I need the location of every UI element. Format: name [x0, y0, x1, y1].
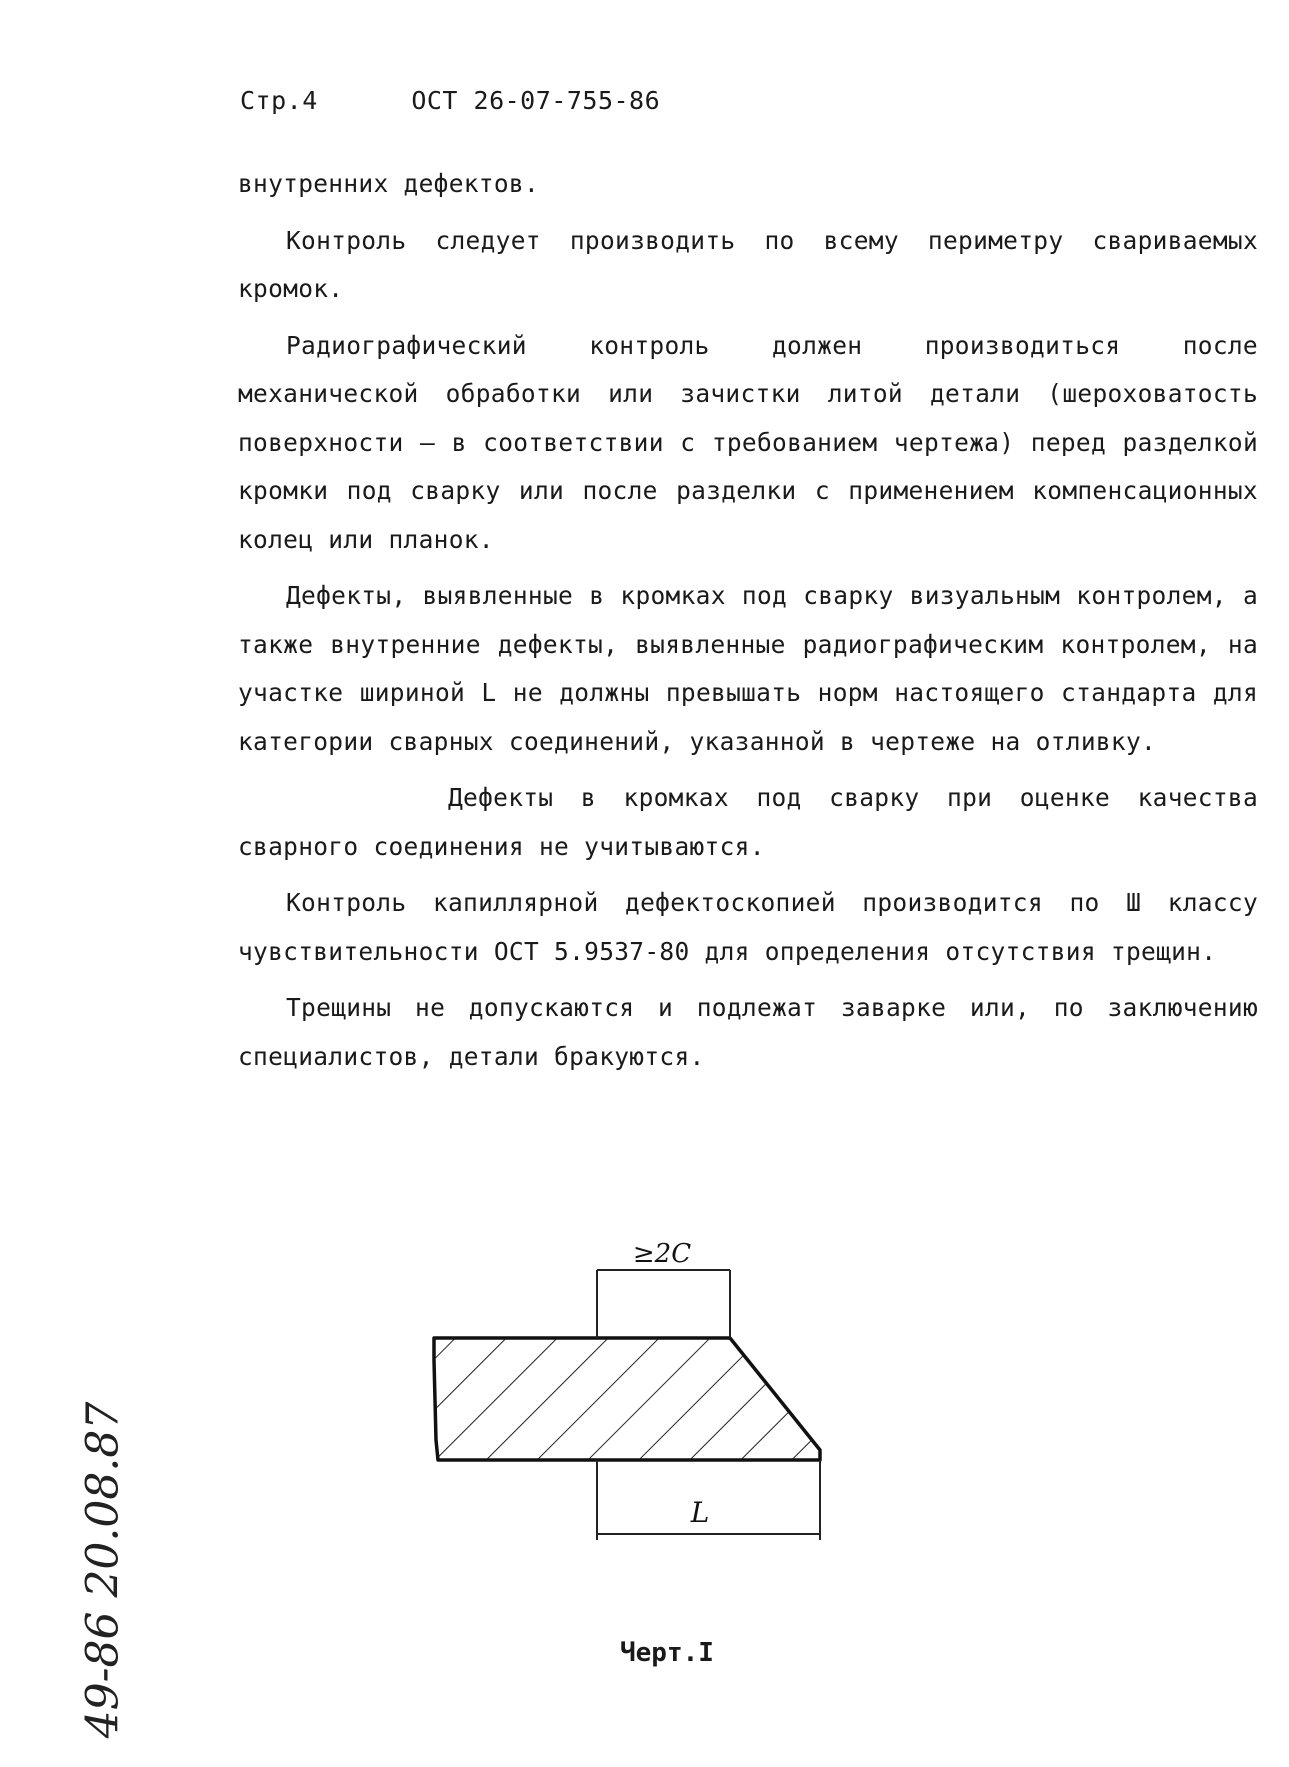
weld-edge-diagram [400, 1240, 920, 1560]
paragraph-2: Контроль следует производить по всему периметру свариваемых кромок. [238, 225, 1258, 303]
standard-number: ОСТ 26-07-755-86 [411, 86, 661, 115]
paragraph-1: внутренних дефектов. [238, 169, 540, 198]
handwritten-stamp-text: 49-86 20.08.87 [77, 1401, 129, 1739]
paragraph-3: Радиографический контроль должен производиться после механической обработки или зачистки литой детали (шероховатость поверхности – в соответствии с требованием чертежа) перед разделкой кромки под сварку или после разделки с применением компенсационных колец или планок. [238, 330, 1258, 554]
paragraph-5: Дефекты в кромках под сварку при оценке качества сварного соединения не учитываются. [238, 783, 1258, 861]
top-dim-label: ≥2C [632, 1240, 692, 1269]
bottom-dim-label: L [690, 1496, 710, 1529]
page-number: Стр.4 [240, 86, 318, 115]
paragraph-7: Трещины не допускаются и подлежат заварке или, по заключению специалистов, детали бракуются. [238, 993, 1258, 1071]
figure-caption: Черт.I [620, 1638, 714, 1668]
weld-edge-drawing [400, 1240, 920, 1564]
handwritten-stamp [58, 1400, 148, 1740]
page-header [240, 86, 660, 115]
part-section-hatch [400, 1320, 840, 1480]
body-text [238, 160, 1258, 1089]
paragraph-6: Контроль капиллярной дефектоскопией производится по Ш классу чувствительности ОСТ 5.9537-80 для определения отсутствия трещин. [238, 888, 1258, 966]
paragraph-4: Дефекты, выявленные в кромках под сварку визуальным контролем, а также внутренние дефекты, выявленные радиографическим контролем, на участке шириной L не должны превышать норм настоящего стандарта для категории сварных соединений, указанной в чертеже на отливку. [238, 581, 1258, 756]
